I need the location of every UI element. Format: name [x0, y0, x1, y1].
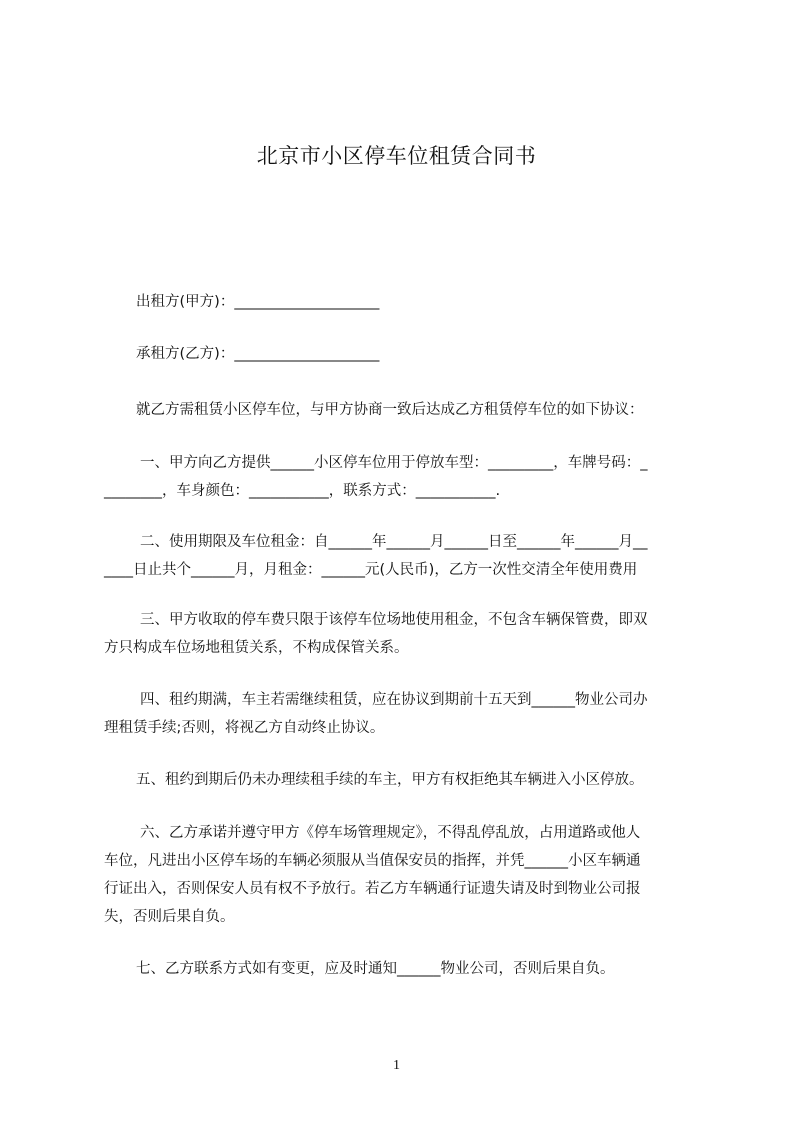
clause-3-line-2: 方只构成车位场地租赁关系，不构成保管关系。 — [104, 640, 409, 656]
clause-7: 七、乙方联系方式如有变更，应及时通知______物业公司，否则后果自负。 — [136, 961, 615, 977]
clause-2-line-1: 二、使用期限及车位租金：自______年______月______日至______年______月__ — [140, 534, 648, 550]
clause-6-line-2: 车位，凡进出小区停车场的车辆必须服从当值保安员的指挥，并凭______小区车辆通 — [104, 853, 641, 869]
preamble-text: 就乙方需租赁小区停车位，与甲方协商一致后达成乙方租赁停车位的如下协议： — [136, 402, 644, 418]
clause-2-line-2: ____日止共个______月，月租金：______元(人民币)，乙方一次性交清全年使用费用 — [104, 562, 638, 578]
clause-2 — [104, 528, 704, 584]
clause-6-line-3: 行证出入，否则保安人员有权不予放行。若乙方车辆通行证遗失请及时到物业公司报 — [104, 881, 641, 897]
clause-6-line-4: 失，否则后果自负。 — [104, 909, 235, 925]
clause-6 — [104, 819, 704, 931]
clause-3 — [104, 606, 704, 662]
clause-4-line-1: 四、租约期满，车主若需继续租赁，应在协议到期前十五天到______物业公司办 — [140, 692, 648, 708]
clause-1-line-1: 一、甲方向乙方提供______小区停车位用于停放车型：_________，车牌号码：_ — [140, 455, 648, 471]
clause-4 — [104, 686, 704, 742]
page-number: 1 — [393, 1058, 400, 1073]
clause-3-line-1: 三、甲方收取的停车费只限于该停车位场地使用租金，不包含车辆保管费，即双 — [140, 612, 648, 628]
clause-1-line-2: ________，车身颜色：___________，联系方式：___________. — [104, 483, 501, 499]
clause-4-line-2: 理租赁手续;否则，将视乙方自动终止协议。 — [104, 720, 385, 736]
party-b-line: 承租方(乙方)：____________________ — [136, 346, 380, 362]
clause-1 — [104, 449, 704, 505]
document-title: 北京市小区停车位租赁合同书 — [256, 144, 537, 168]
clause-6-line-1: 六、乙方承诺并遵守甲方《停车场管理规定》，不得乱停乱放，占用道路或他人 — [140, 825, 641, 841]
clause-5: 五、租约到期后仍未办理续租手续的车主，甲方有权拒绝其车辆进入小区停放。 — [136, 772, 644, 788]
party-a-line: 出租方(甲方)：____________________ — [136, 294, 380, 310]
